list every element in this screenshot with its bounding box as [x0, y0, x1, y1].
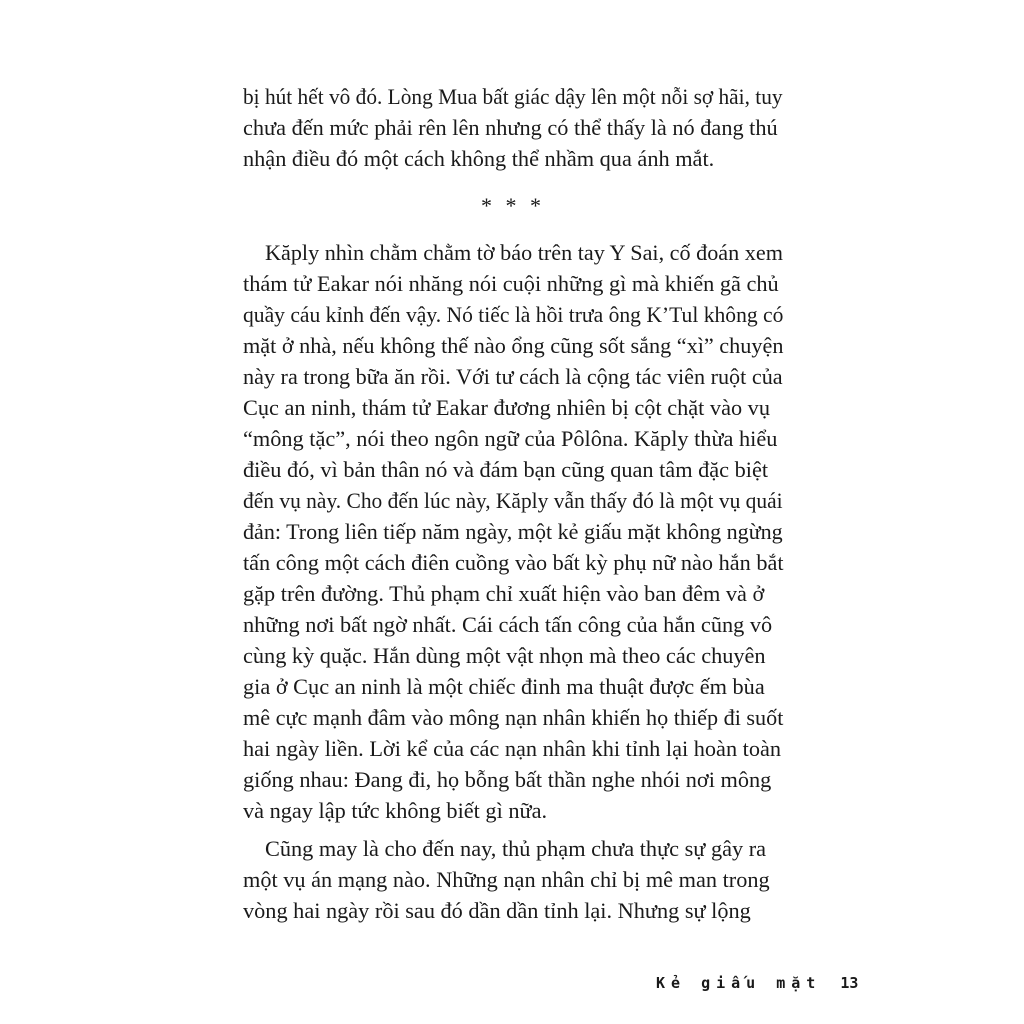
page-number: 13: [840, 974, 859, 992]
text-line: Cũng may là cho đến nay, thủ phạm chưa thực sự gây ra: [265, 836, 767, 861]
text-line: nhận điều đó một cách không thể nhầm qua ánh mắt.: [243, 146, 715, 171]
text-line: thám tử Eakar nói nhăng nói cuội những gì mà khiến gã chủ: [243, 271, 779, 296]
running-title: Kẻ giấu mặt: [656, 974, 822, 992]
page-footer: [656, 974, 859, 992]
text-line: này ra trong bữa ăn rồi. Với tư cách là cộng tác viên ruột của: [243, 364, 783, 389]
text-line: gia ở Cục an ninh là một chiếc đinh ma thuật được ếm bùa: [243, 674, 765, 699]
text-line: điều đó, vì bản thân nó và đám bạn cũng quan tâm đặc biệt: [243, 457, 769, 482]
text-line: “mông tặc”, nói theo ngôn ngữ của Pôlôna. Kăply thừa hiểu: [243, 426, 778, 451]
text-line: chưa đến mức phải rên lên nhưng có thể thấy là nó đang thú: [243, 115, 778, 140]
text-line: mặt ở nhà, nếu không thế nào ổng cũng sốt sắng “xì” chuyện: [243, 333, 784, 358]
text-line: gặp trên đường. Thủ phạm chỉ xuất hiện vào ban đêm và ở: [243, 581, 765, 606]
text-line: tấn công một cách điên cuồng vào bất kỳ phụ nữ nào hắn bắt: [243, 550, 784, 575]
text-line: bị hút hết vô đó. Lòng Mua bất giác dậy lên một nỗi sợ hãi, tuy: [243, 84, 783, 109]
text-line: vòng hai ngày rồi sau đó dần dần tỉnh lại. Nhưng sự lộng: [243, 898, 751, 923]
text-line: đản: Trong liên tiếp năm ngày, một kẻ giấu mặt không ngừng: [243, 519, 783, 544]
text-line: mê cực mạnh đâm vào mông nạn nhân khiến họ thiếp đi suốt: [243, 705, 784, 730]
text-line: Cục an ninh, thám tử Eakar đương nhiên bị cột chặt vào vụ: [243, 395, 770, 420]
text-line: cùng kỳ quặc. Hắn dùng một vật nhọn mà theo các chuyên: [243, 643, 766, 668]
text-line: những nơi bất ngờ nhất. Cái cách tấn công của hắn cũng vô: [243, 612, 773, 637]
text-line: đến vụ này. Cho đến lúc này, Kăply vẫn thấy đó là một vụ quái: [243, 488, 783, 513]
text-line: hai ngày liền. Lời kể của các nạn nhân khi tỉnh lại hoàn toàn: [243, 736, 782, 761]
text-line: giống nhau: Đang đi, họ bỗng bất thần nghe nhói nơi mông: [243, 767, 772, 792]
text-line: một vụ án mạng nào. Những nạn nhân chỉ bị mê man trong: [243, 867, 770, 892]
section-separator: * * *: [481, 193, 545, 218]
text-line: quầy cáu kỉnh đến vậy. Nó tiếc là hồi trưa ông K’Tul không có: [243, 302, 784, 327]
text-line: Kăply nhìn chằm chằm tờ báo trên tay Y Sai, cố đoán xem: [265, 240, 783, 265]
text-line: và ngay lập tức không biết gì nữa.: [243, 798, 548, 823]
